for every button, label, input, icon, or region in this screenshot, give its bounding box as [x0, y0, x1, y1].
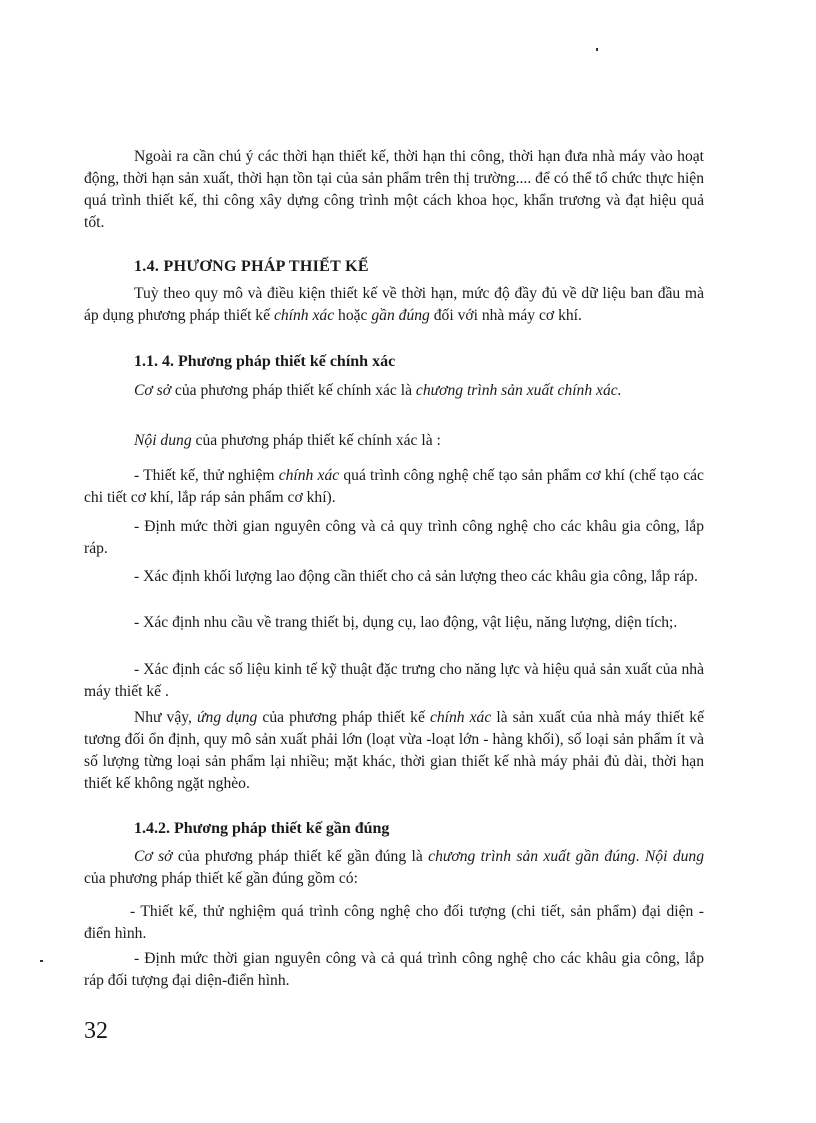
paragraph-text: Như vậy, ứng dụng của phương pháp thiết kế chính xác là sản xuất của nhà máy thiết kế tương đối ổn định, quy mô sản xuất phải lớn (loạt vừa -loạt lớn - hàng khối), số loại sản phẩm ít và số lượng từng loại sản phẩm lại nhiều; mặt khác, thời gian thiết kế nhà máy phải đủ dài, thời hạn thiết kế không ngặt nghèo. [84, 709, 705, 792]
list-item-text: - Thiết kế, thử nghiệm quá trình công nghệ cho đối tượng (chi tiết, sản phẩm) đại diện - điển hình. [84, 903, 704, 942]
paragraph-basis-exact [84, 380, 704, 402]
page-number: 32 [84, 1018, 108, 1044]
list-item-text: - Xác định các số liệu kinh tế kỹ thuật đặc trưng cho năng lực và hiệu quả sản xuất của nhà máy thiết kế . [84, 661, 704, 700]
list-item [84, 465, 704, 509]
subsection-heading-exact [134, 351, 754, 373]
paragraph-basis-approx [84, 846, 704, 890]
paragraph-intro [84, 146, 704, 234]
list-item-text: - Xác định khối lượng lao động cần thiết cho cả sản lượng theo các khâu gia công, lắp ráp. [134, 568, 698, 585]
list-item [84, 901, 704, 945]
list-item [84, 659, 704, 703]
paragraph-application-exact [84, 707, 704, 795]
paragraph-text: Nội dung của phương pháp thiết kế chính xác là : [134, 432, 441, 449]
paragraph-text: Cơ sở của phương pháp thiết kế chính xác là chương trình sản xuất chính xác. [134, 382, 622, 399]
list-item-text: - Thiết kế, thử nghiệm chính xác quá trình công nghệ chế tạo sản phẩm cơ khí (chế tạo các chi tiết cơ khí, lắp ráp sản phẩm cơ khí). [84, 467, 704, 506]
subsection-heading-approx [134, 818, 754, 840]
section-heading-1-4 [134, 256, 754, 278]
list-item [84, 948, 704, 992]
paragraph-method-choice [84, 283, 704, 327]
paragraph-text: Tuỳ theo quy mô và điều kiện thiết kế về thời hạn, mức độ đầy đủ về dữ liệu ban đầu mà áp dụng phương pháp thiết kế chính xác hoặc gần đúng đối với nhà máy cơ khí. [84, 285, 704, 324]
document-page [84, 0, 704, 1123]
heading-text: 1.1. 4. Phương pháp thiết kế chính xác [134, 353, 396, 370]
paragraph-text: Cơ sở của phương pháp thiết kế gần đúng là chương trình sản xuất gần đúng. Nội dung của phương pháp thiết kế gần đúng gồm có: [84, 848, 705, 887]
list-item [84, 516, 704, 560]
list-item-text: - Định mức thời gian nguyên công và cả quá trình công nghệ cho các khâu gia công, lắp ráp đối tượng đại diện-điển hình. [84, 950, 704, 989]
scan-speck [40, 960, 43, 962]
list-item-text: - Định mức thời gian nguyên công và cả quy trình công nghệ cho các khâu gia công, lắp ráp. [84, 518, 704, 557]
list-item [84, 566, 704, 588]
list-item-text: - Xác định nhu cầu về trang thiết bị, dụng cụ, lao động, vật liệu, năng lượng, diện tích;. [134, 614, 678, 631]
paragraph-text: Ngoài ra cần chú ý các thời hạn thiết kế, thời hạn thi công, thời hạn đưa nhà máy vào hoạt động, thời hạn sản xuất, thời hạn tồn tại của sản phẩm trên thị trường.... để có thể tổ chức thực hiện quá trình thiết kế, thi công xây dựng công trình một cách khoa học, khẩn trương và đạt hiệu quả tốt. [84, 148, 704, 231]
list-item [84, 612, 704, 634]
heading-text: 1.4. PHƯƠNG PHÁP THIẾT KẾ [134, 258, 369, 275]
heading-text: 1.4.2. Phương pháp thiết kế gần đúng [134, 820, 390, 837]
paragraph-content-exact [84, 430, 704, 452]
